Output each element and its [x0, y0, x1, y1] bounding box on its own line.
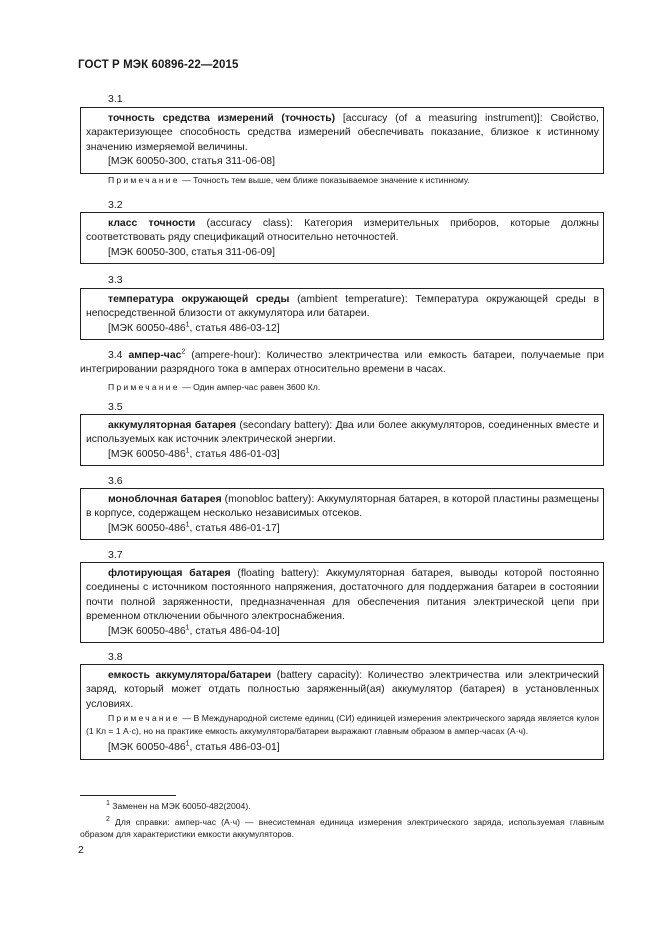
reference: [МЭК $60050-486^1$, статья 486-03-01] — [108, 740, 280, 754]
entry-number: 3.3 — [108, 274, 123, 286]
definition: (ampere-hour): Количество электричества или емкость батареи, получаемые при интегрировании разрядного тока в амперах относительно времени в часах. — [80, 350, 605, 376]
term: точность средства измерений (точность) — [108, 113, 336, 124]
reference: [МЭК $60050-486^1$, статья 486-01-03] — [108, 447, 280, 460]
footnote-divider — [80, 795, 176, 796]
definition-text — [86, 293, 599, 322]
note-label: Примечание — [108, 382, 180, 392]
footnote-text: Заменен на МЭК 60050-482(2004). — [109, 801, 251, 811]
definition-text — [86, 567, 599, 625]
reference: [МЭК $60050-486^1$, статья 486-01-17] — [108, 521, 280, 534]
entry-number: 3.4 — [108, 350, 123, 361]
entry-number: 3.6 — [108, 475, 123, 487]
definition-box-3-1 — [80, 107, 604, 174]
footnote-mark: 1 — [106, 800, 110, 808]
reference: [МЭК $60050-486^1$, статья 486-04-10] — [108, 624, 280, 637]
footnote-1 — [80, 800, 604, 812]
definition: (ambient temperature): Температура окружающей среды в непосредственной близости от аккумулятора или батареи. — [86, 294, 599, 320]
note-label: Примечание — [108, 175, 180, 185]
footnote-mark: 2 — [106, 816, 110, 824]
footnote-mark: 1 — [185, 521, 190, 529]
definition: (monobloc battery): Аккумуляторная батарея, в которой пластины размещены в корпусе, содержащем несколько независимых отсеков. — [86, 494, 599, 520]
footnote-2 — [80, 816, 604, 840]
term: ампер-час — [128, 350, 182, 361]
definition: (secondary battery): Два или более аккумуляторов, соединенных вместе и используемых как источник электрической энергии. — [86, 420, 599, 446]
definition-text — [86, 419, 599, 448]
footnote-text: Для справки: ампер-час (А·ч) — внесистемная единица измерения электрического заряда, используемая главным образом для характеристики емкости аккумуляторов. — [80, 817, 604, 839]
definition: (battery capacity): Количество электричества или электрический заряд, который может отдать полностью заряженный(ая) аккумулятор (батарея) в установленных условиях. — [86, 670, 599, 710]
footnote-mark: 1 — [185, 447, 190, 455]
term: аккумуляторная батарея — [108, 420, 237, 431]
reference: [МЭК $60050-486^1$, статья 486-03-12] — [108, 321, 280, 334]
footnote-mark: 1 — [185, 740, 190, 748]
definition: (accuracy class): Категория измерительных приборов, которые должны соответствовать ряду спецификаций относительно неточностей. — [86, 218, 599, 244]
definition: (floating battery): Аккумуляторная батарея, выводы которой постоянно соединены с источником постоянного напряжения, достаточного для поддержания батареи в состоянии почти полной заряженности, предназначенная для обеспечения питания электрической цепи при временном отключении обычного электроснабжения. — [86, 568, 599, 623]
definition-text — [86, 217, 599, 246]
definition-box-3-3 — [80, 288, 604, 340]
definition-text — [86, 669, 599, 712]
entry-number: 3.8 — [108, 651, 123, 663]
reference: [МЭК 60050-300, статья 311-06-08] — [108, 156, 275, 168]
note-3-8 — [86, 712, 599, 737]
term: моноблочная батарея — [108, 494, 222, 505]
definition: [accuracy (of a measuring instrument)]: Свойство, характеризующее способность средства измерений обеспечивать показание, близкое к истинному значению измеряемой величины. — [86, 113, 600, 153]
entry-number: 3.5 — [108, 401, 123, 413]
term: температура окружающей среды — [108, 294, 290, 305]
term: емкость аккумулятора/батареи — [108, 670, 272, 681]
note-label: Примечание — [108, 713, 180, 724]
definition-text — [86, 112, 599, 155]
entry-number: 3.1 — [108, 93, 123, 105]
definition-box-3-8 — [80, 664, 604, 760]
entry-3-4 — [80, 349, 604, 378]
definition-box-3-5 — [80, 414, 604, 466]
definition-text — [86, 493, 599, 522]
page-number: 2 — [78, 844, 84, 856]
note-text: — Точность тем выше, чем ближе показываемое значение к истинному. — [179, 175, 470, 185]
note-text: — Один ампер-час равен 3600 Кл. — [179, 382, 321, 392]
reference: [МЭК 60050-300, статья 311-06-09] — [108, 246, 275, 258]
footnote-mark: 1 — [185, 624, 190, 632]
note-text: — В Международной системе единиц (СИ) единицей измерения электрического заряда является кулон (1 Кл = 1 А·с), но на практике емкость аккумулятора/батареи выражают главным образом в ампер-часах (А·ч). — [86, 713, 599, 736]
entry-number: 3.7 — [108, 549, 123, 561]
term: класс точности — [108, 218, 196, 229]
definition-box-3-7 — [80, 562, 604, 643]
definition-box-3-2 — [80, 212, 604, 264]
definition-box-3-6 — [80, 488, 604, 540]
term: флотирующая батарея — [108, 568, 231, 579]
note-3-1 — [80, 174, 604, 186]
footnote-mark: 1 — [185, 321, 190, 329]
document-header: ГОСТ Р МЭК 60896-22—2015 — [78, 59, 239, 71]
note-3-4 — [80, 381, 604, 393]
footnote-mark: 2 — [181, 348, 186, 356]
entry-number: 3.2 — [108, 199, 123, 211]
